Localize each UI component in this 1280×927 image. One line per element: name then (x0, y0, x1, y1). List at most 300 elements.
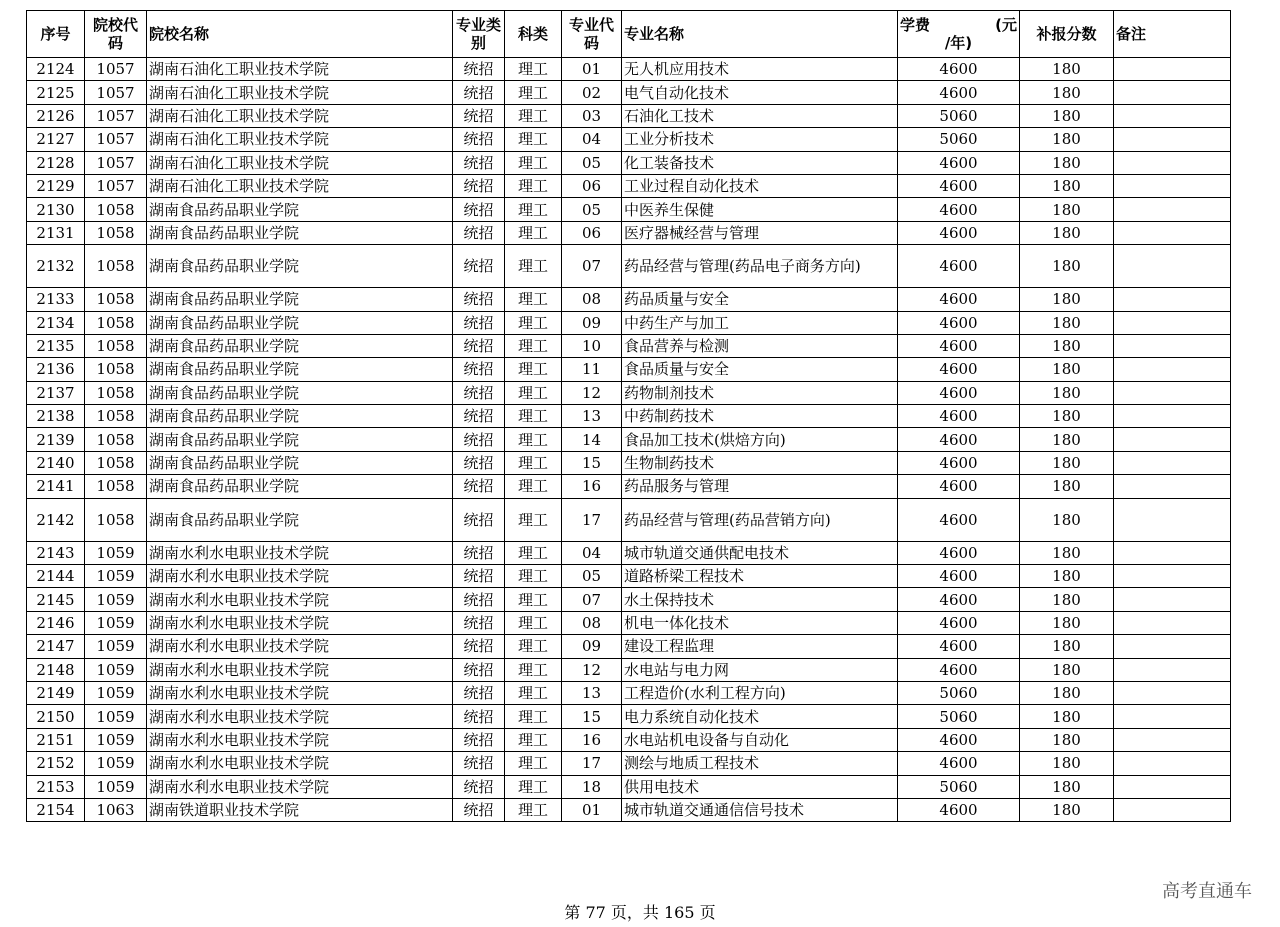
cell-note (1114, 58, 1231, 81)
cell-school-code: 1058 (85, 245, 147, 288)
cell-fee: 4600 (898, 221, 1020, 244)
cell-note (1114, 451, 1231, 474)
table-body (27, 58, 1231, 822)
cell-school-code: 1059 (85, 775, 147, 798)
cell-score: 180 (1020, 288, 1114, 311)
header-row (27, 11, 1231, 58)
cell-note (1114, 588, 1231, 611)
header-fee-unit-2: /年) (944, 34, 973, 52)
cell-seq: 2124 (27, 58, 85, 81)
cell-category: 统招 (453, 658, 505, 681)
table-row (27, 565, 1231, 588)
cell-category: 统招 (453, 198, 505, 221)
cell-subject: 理工 (505, 705, 562, 728)
cell-category: 统招 (453, 775, 505, 798)
cell-major-name: 石油化工技术 (622, 104, 898, 127)
cell-major-name: 药品服务与管理 (622, 475, 898, 498)
cell-category: 统招 (453, 128, 505, 151)
cell-school-code: 1058 (85, 198, 147, 221)
cell-major-name: 药品经营与管理(药品营销方向) (622, 498, 898, 541)
cell-major-code: 18 (562, 775, 622, 798)
cell-fee: 4600 (898, 174, 1020, 197)
cell-school-code: 1059 (85, 705, 147, 728)
cell-major-name: 水电站与电力网 (622, 658, 898, 681)
table-row (27, 104, 1231, 127)
cell-note (1114, 658, 1231, 681)
cell-subject: 理工 (505, 221, 562, 244)
cell-category: 统招 (453, 565, 505, 588)
cell-major-name: 机电一体化技术 (622, 611, 898, 634)
cell-seq: 2139 (27, 428, 85, 451)
cell-school-name: 湖南食品药品职业学院 (147, 405, 453, 428)
cell-major-code: 10 (562, 334, 622, 357)
cell-note (1114, 334, 1231, 357)
cell-major-name: 建设工程监理 (622, 635, 898, 658)
header-subject: 科类 (505, 11, 562, 58)
cell-major-name: 城市轨道交通通信信号技术 (622, 798, 898, 821)
cell-fee: 4600 (898, 58, 1020, 81)
cell-seq: 2141 (27, 475, 85, 498)
cell-seq: 2153 (27, 775, 85, 798)
cell-school-code: 1058 (85, 311, 147, 334)
cell-school-name: 湖南食品药品职业学院 (147, 245, 453, 288)
cell-major-code: 07 (562, 588, 622, 611)
cell-score: 180 (1020, 405, 1114, 428)
cell-major-code: 07 (562, 245, 622, 288)
cell-fee: 5060 (898, 104, 1020, 127)
cell-score: 180 (1020, 541, 1114, 564)
cell-major-code: 05 (562, 565, 622, 588)
cell-note (1114, 381, 1231, 404)
table-row (27, 358, 1231, 381)
cell-note (1114, 475, 1231, 498)
cell-school-code: 1059 (85, 565, 147, 588)
cell-score: 180 (1020, 588, 1114, 611)
cell-school-code: 1058 (85, 405, 147, 428)
cell-school-name: 湖南石油化工职业技术学院 (147, 104, 453, 127)
cell-school-code: 1058 (85, 381, 147, 404)
cell-fee: 4600 (898, 198, 1020, 221)
cell-subject: 理工 (505, 311, 562, 334)
cell-fee: 4600 (898, 358, 1020, 381)
cell-note (1114, 405, 1231, 428)
cell-category: 统招 (453, 681, 505, 704)
cell-major-name: 道路桥梁工程技术 (622, 565, 898, 588)
cell-fee: 4600 (898, 381, 1020, 404)
cell-seq: 2136 (27, 358, 85, 381)
cell-seq: 2152 (27, 752, 85, 775)
table-row (27, 128, 1231, 151)
table-row (27, 428, 1231, 451)
cell-school-code: 1059 (85, 752, 147, 775)
cell-school-name: 湖南石油化工职业技术学院 (147, 174, 453, 197)
table-row (27, 658, 1231, 681)
cell-school-name: 湖南食品药品职业学院 (147, 381, 453, 404)
table-row (27, 151, 1231, 174)
cell-school-name: 湖南食品药品职业学院 (147, 198, 453, 221)
cell-seq: 2144 (27, 565, 85, 588)
cell-school-code: 1063 (85, 798, 147, 821)
cell-score: 180 (1020, 798, 1114, 821)
cell-seq: 2126 (27, 104, 85, 127)
cell-subject: 理工 (505, 611, 562, 634)
cell-category: 统招 (453, 405, 505, 428)
cell-subject: 理工 (505, 334, 562, 357)
cell-category: 统招 (453, 635, 505, 658)
cell-seq: 2154 (27, 798, 85, 821)
cell-category: 统招 (453, 451, 505, 474)
cell-category: 统招 (453, 245, 505, 288)
cell-school-name: 湖南水利水电职业技术学院 (147, 658, 453, 681)
cell-school-code: 1058 (85, 221, 147, 244)
cell-subject: 理工 (505, 728, 562, 751)
cell-major-code: 11 (562, 358, 622, 381)
cell-score: 180 (1020, 104, 1114, 127)
cell-fee: 4600 (898, 288, 1020, 311)
table-row (27, 288, 1231, 311)
cell-score: 180 (1020, 58, 1114, 81)
cell-major-name: 电力系统自动化技术 (622, 705, 898, 728)
table-row (27, 541, 1231, 564)
cell-category: 统招 (453, 381, 505, 404)
cell-major-name: 水电站机电设备与自动化 (622, 728, 898, 751)
table-row (27, 475, 1231, 498)
cell-major-code: 12 (562, 381, 622, 404)
header-note: 备注 (1114, 11, 1231, 58)
cell-school-name: 湖南水利水电职业技术学院 (147, 565, 453, 588)
cell-subject: 理工 (505, 752, 562, 775)
header-score: 补报分数 (1020, 11, 1114, 58)
cell-score: 180 (1020, 451, 1114, 474)
cell-major-code: 15 (562, 451, 622, 474)
cell-fee: 4600 (898, 752, 1020, 775)
cell-school-code: 1058 (85, 475, 147, 498)
cell-major-name: 中药制药技术 (622, 405, 898, 428)
cell-major-name: 食品质量与安全 (622, 358, 898, 381)
cell-major-name: 工业分析技术 (622, 128, 898, 151)
cell-school-name: 湖南石油化工职业技术学院 (147, 81, 453, 104)
table-row (27, 498, 1231, 541)
cell-note (1114, 311, 1231, 334)
cell-subject: 理工 (505, 541, 562, 564)
cell-subject: 理工 (505, 451, 562, 474)
cell-note (1114, 728, 1231, 751)
table-row (27, 311, 1231, 334)
cell-category: 统招 (453, 541, 505, 564)
cell-score: 180 (1020, 198, 1114, 221)
cell-subject: 理工 (505, 635, 562, 658)
cell-school-code: 1057 (85, 128, 147, 151)
cell-fee: 4600 (898, 405, 1020, 428)
cell-major-code: 04 (562, 128, 622, 151)
cell-fee: 4600 (898, 428, 1020, 451)
cell-seq: 2129 (27, 174, 85, 197)
cell-school-code: 1059 (85, 681, 147, 704)
cell-seq: 2128 (27, 151, 85, 174)
cell-category: 统招 (453, 288, 505, 311)
cell-note (1114, 221, 1231, 244)
cell-seq: 2151 (27, 728, 85, 751)
cell-major-code: 05 (562, 151, 622, 174)
cell-school-name: 湖南铁道职业技术学院 (147, 798, 453, 821)
cell-category: 统招 (453, 104, 505, 127)
cell-school-name: 湖南水利水电职业技术学院 (147, 775, 453, 798)
cell-school-name: 湖南水利水电职业技术学院 (147, 752, 453, 775)
cell-subject: 理工 (505, 775, 562, 798)
cell-subject: 理工 (505, 198, 562, 221)
cell-school-name: 湖南食品药品职业学院 (147, 221, 453, 244)
table-row (27, 635, 1231, 658)
cell-subject: 理工 (505, 104, 562, 127)
cell-subject: 理工 (505, 245, 562, 288)
table-row (27, 334, 1231, 357)
cell-fee: 4600 (898, 728, 1020, 751)
cell-school-code: 1059 (85, 635, 147, 658)
cell-note (1114, 541, 1231, 564)
cell-score: 180 (1020, 705, 1114, 728)
cell-school-name: 湖南食品药品职业学院 (147, 288, 453, 311)
cell-school-name: 湖南水利水电职业技术学院 (147, 611, 453, 634)
cell-category: 统招 (453, 588, 505, 611)
cell-seq: 2145 (27, 588, 85, 611)
cell-score: 180 (1020, 475, 1114, 498)
cell-major-code: 08 (562, 288, 622, 311)
admissions-table (26, 10, 1231, 822)
cell-score: 180 (1020, 635, 1114, 658)
cell-seq: 2125 (27, 81, 85, 104)
cell-note (1114, 611, 1231, 634)
table-row (27, 728, 1231, 751)
watermark: 高考直通车 (1162, 881, 1252, 902)
cell-category: 统招 (453, 798, 505, 821)
cell-school-name: 湖南水利水电职业技术学院 (147, 728, 453, 751)
cell-major-code: 01 (562, 58, 622, 81)
cell-note (1114, 635, 1231, 658)
cell-major-name: 水土保持技术 (622, 588, 898, 611)
cell-score: 180 (1020, 358, 1114, 381)
cell-category: 统招 (453, 475, 505, 498)
cell-fee: 4600 (898, 611, 1020, 634)
header-major-code: 专业代码 (562, 11, 622, 58)
cell-school-name: 湖南石油化工职业技术学院 (147, 151, 453, 174)
cell-subject: 理工 (505, 174, 562, 197)
cell-category: 统招 (453, 611, 505, 634)
cell-school-name: 湖南石油化工职业技术学院 (147, 58, 453, 81)
cell-fee: 4600 (898, 498, 1020, 541)
cell-school-code: 1058 (85, 451, 147, 474)
cell-subject: 理工 (505, 128, 562, 151)
cell-note (1114, 498, 1231, 541)
cell-school-code: 1059 (85, 728, 147, 751)
cell-fee: 5060 (898, 681, 1020, 704)
header-fee-label: 学费 (900, 16, 931, 34)
table-row (27, 174, 1231, 197)
cell-seq: 2146 (27, 611, 85, 634)
cell-subject: 理工 (505, 81, 562, 104)
cell-category: 统招 (453, 151, 505, 174)
cell-subject: 理工 (505, 428, 562, 451)
cell-major-code: 06 (562, 174, 622, 197)
cell-fee: 5060 (898, 775, 1020, 798)
cell-school-name: 湖南水利水电职业技术学院 (147, 541, 453, 564)
cell-major-name: 食品营养与检测 (622, 334, 898, 357)
cell-school-code: 1058 (85, 288, 147, 311)
cell-fee: 5060 (898, 128, 1020, 151)
cell-score: 180 (1020, 128, 1114, 151)
cell-subject: 理工 (505, 151, 562, 174)
cell-major-code: 08 (562, 611, 622, 634)
cell-subject: 理工 (505, 288, 562, 311)
cell-score: 180 (1020, 311, 1114, 334)
cell-category: 统招 (453, 728, 505, 751)
cell-category: 统招 (453, 81, 505, 104)
cell-school-name: 湖南食品药品职业学院 (147, 498, 453, 541)
cell-subject: 理工 (505, 681, 562, 704)
table-row (27, 198, 1231, 221)
cell-major-code: 03 (562, 104, 622, 127)
cell-school-code: 1057 (85, 174, 147, 197)
cell-school-code: 1059 (85, 541, 147, 564)
table-row (27, 705, 1231, 728)
cell-fee: 4600 (898, 541, 1020, 564)
cell-major-name: 食品加工技术(烘焙方向) (622, 428, 898, 451)
cell-school-name: 湖南水利水电职业技术学院 (147, 705, 453, 728)
cell-major-name: 化工装备技术 (622, 151, 898, 174)
cell-major-name: 中药生产与加工 (622, 311, 898, 334)
cell-fee: 4600 (898, 151, 1020, 174)
cell-score: 180 (1020, 498, 1114, 541)
cell-school-name: 湖南水利水电职业技术学院 (147, 635, 453, 658)
cell-subject: 理工 (505, 588, 562, 611)
cell-note (1114, 198, 1231, 221)
header-major-name: 专业名称 (622, 11, 898, 58)
cell-category: 统招 (453, 311, 505, 334)
cell-major-code: 17 (562, 752, 622, 775)
table-row (27, 221, 1231, 244)
table-row (27, 775, 1231, 798)
cell-score: 180 (1020, 428, 1114, 451)
cell-major-name: 供用电技术 (622, 775, 898, 798)
header-school-name: 院校名称 (147, 11, 453, 58)
cell-score: 180 (1020, 565, 1114, 588)
cell-major-name: 生物制药技术 (622, 451, 898, 474)
cell-major-name: 药品经营与管理(药品电子商务方向) (622, 245, 898, 288)
cell-seq: 2138 (27, 405, 85, 428)
cell-score: 180 (1020, 151, 1114, 174)
cell-school-code: 1058 (85, 334, 147, 357)
cell-score: 180 (1020, 775, 1114, 798)
cell-school-name: 湖南食品药品职业学院 (147, 311, 453, 334)
cell-major-code: 01 (562, 798, 622, 821)
table-row (27, 798, 1231, 821)
table-row (27, 405, 1231, 428)
cell-major-name: 工业过程自动化技术 (622, 174, 898, 197)
cell-score: 180 (1020, 658, 1114, 681)
table-row (27, 81, 1231, 104)
table-row (27, 381, 1231, 404)
table-row (27, 451, 1231, 474)
header-fee (898, 11, 1020, 58)
cell-major-name: 测绘与地质工程技术 (622, 752, 898, 775)
cell-note (1114, 705, 1231, 728)
cell-seq: 2133 (27, 288, 85, 311)
cell-seq: 2147 (27, 635, 85, 658)
cell-fee: 4600 (898, 311, 1020, 334)
cell-major-code: 09 (562, 311, 622, 334)
cell-score: 180 (1020, 174, 1114, 197)
cell-major-code: 16 (562, 475, 622, 498)
cell-seq: 2140 (27, 451, 85, 474)
cell-school-code: 1057 (85, 104, 147, 127)
cell-school-code: 1058 (85, 498, 147, 541)
cell-school-code: 1058 (85, 358, 147, 381)
cell-major-code: 12 (562, 658, 622, 681)
cell-seq: 2148 (27, 658, 85, 681)
page-footer: 第 77 页，共 165 页 (564, 903, 716, 922)
cell-major-name: 药品质量与安全 (622, 288, 898, 311)
cell-category: 统招 (453, 358, 505, 381)
cell-seq: 2150 (27, 705, 85, 728)
cell-note (1114, 288, 1231, 311)
cell-school-code: 1059 (85, 611, 147, 634)
cell-score: 180 (1020, 81, 1114, 104)
cell-subject: 理工 (505, 498, 562, 541)
cell-school-code: 1057 (85, 58, 147, 81)
cell-score: 180 (1020, 681, 1114, 704)
table-row (27, 58, 1231, 81)
cell-fee: 4600 (898, 565, 1020, 588)
table-row (27, 245, 1231, 288)
cell-major-code: 09 (562, 635, 622, 658)
cell-major-code: 05 (562, 198, 622, 221)
table-row (27, 611, 1231, 634)
cell-major-name: 药物制剂技术 (622, 381, 898, 404)
cell-fee: 4600 (898, 475, 1020, 498)
cell-seq: 2137 (27, 381, 85, 404)
cell-note (1114, 151, 1231, 174)
cell-seq: 2149 (27, 681, 85, 704)
cell-major-name: 电气自动化技术 (622, 81, 898, 104)
cell-subject: 理工 (505, 475, 562, 498)
cell-seq: 2131 (27, 221, 85, 244)
cell-category: 统招 (453, 221, 505, 244)
cell-score: 180 (1020, 752, 1114, 775)
cell-note (1114, 128, 1231, 151)
cell-subject: 理工 (505, 565, 562, 588)
cell-category: 统招 (453, 498, 505, 541)
cell-note (1114, 565, 1231, 588)
cell-fee: 4600 (898, 658, 1020, 681)
cell-score: 180 (1020, 334, 1114, 357)
table-row (27, 681, 1231, 704)
cell-note (1114, 174, 1231, 197)
table-row (27, 752, 1231, 775)
cell-fee: 4600 (898, 451, 1020, 474)
header-category: 专业类别 (453, 11, 505, 58)
cell-seq: 2127 (27, 128, 85, 151)
cell-major-name: 中医养生保健 (622, 198, 898, 221)
cell-note (1114, 428, 1231, 451)
cell-fee: 4600 (898, 798, 1020, 821)
cell-seq: 2130 (27, 198, 85, 221)
cell-major-name: 医疗器械经营与管理 (622, 221, 898, 244)
cell-school-name: 湖南水利水电职业技术学院 (147, 681, 453, 704)
cell-major-code: 02 (562, 81, 622, 104)
header-school-code: 院校代码 (85, 11, 147, 58)
cell-category: 统招 (453, 58, 505, 81)
cell-note (1114, 245, 1231, 288)
cell-subject: 理工 (505, 798, 562, 821)
